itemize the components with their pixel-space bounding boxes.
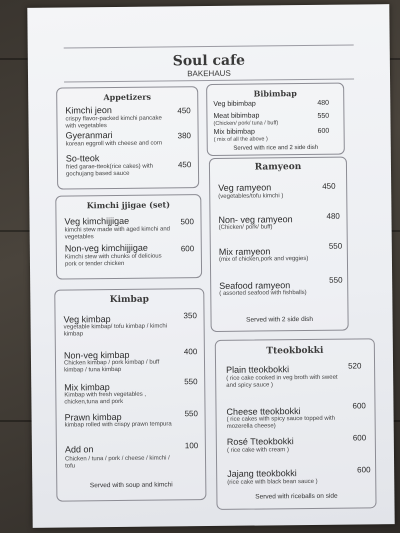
menu-item-desc: Chicken kimbap / pork kimbap / buff kimbap / tuna kimbap [63,359,160,374]
page-subtitle: BAKEHAUS [187,68,231,79]
menu-item-price: 600 [357,465,371,475]
menu-item-desc: korean eggroll with cheese and corn [65,140,163,148]
menu-item-name: Meat bibimbap [213,112,260,120]
tteokbokki-section [215,338,377,510]
menu-item-price: 450 [177,106,191,116]
menu-item-desc: vegetable kimbap/ tofu kimbap / kimchi kimbap [63,323,168,338]
menu-item-price: 480 [326,211,340,221]
menu-item-name: Seafood ramyeon [219,280,291,291]
menu-item-name: Add on [64,444,94,455]
tteokbokki-title: Tteokbokki [266,345,324,357]
menu-item-desc: Kimbap with fresh vegetables , chicken,tuna and pork [64,391,147,406]
menu-item-name: Prawn kimbap [64,411,122,423]
section-footer-note: Served with 2 side dish [246,315,314,324]
menu-item-price: 550 [328,241,343,251]
menu-item-desc: (vegetables/tofu kimchi ) [218,193,284,200]
menu-item-name: Gyeranmari [65,130,113,141]
menu-item-name: Non- veg ramyeon [218,214,293,225]
appetizers-title: Appetizers [103,91,152,103]
menu-item-price: 550 [184,409,198,419]
menu-item-price: 600 [317,127,330,135]
menu-item-name: Non-veg kimbap [63,349,130,361]
menu-item-desc: ( rice cake cooked in veg broth with sweet and spicy sauce ) [226,374,338,389]
menu-item-name: Veg ramyeon [218,182,272,193]
menu-item-desc: (mix of chicken,pork and veggies) [218,255,309,263]
menu-item-price: 480 [317,99,330,107]
menu-item-name: Jajang tteokbokki [227,468,297,479]
menu-item-desc: (Chicken/ pork/ buff) [218,224,273,231]
menu-item-name: Rosé Tteokbokki [226,436,294,447]
appetizers-section [56,86,199,189]
menu-item-desc: fried garae-tteok(rice cakes) with gochujang based sauce [65,163,154,178]
menu-item-desc: (Chicken/ pork/ tuna / buff) [213,120,279,127]
menu-item-name: Non-veg kimchijjigae [64,242,148,254]
menu-item-price: 550 [317,112,330,120]
page-title: Soul cafe [172,52,246,70]
menu-item-desc: ( rice cake with cream ) [226,447,289,454]
menu-item-price: 450 [177,160,192,170]
menu-item-name: Plain tteokbokki [226,364,290,375]
header-rule-bottom [64,78,354,82]
header-rule-top [64,44,354,48]
menu-item-price: 350 [183,311,197,321]
section-footer-note: Served with soup and kimchi [89,481,173,490]
menu-item-price: 600 [180,244,195,254]
section-footer-note: Served with rice and 2 side dish [233,144,319,152]
menu-item-name: Mix bibimbap [213,128,255,136]
kimchi-jjigae-title: Kimchi jjigae (set) [86,199,171,211]
menu-item-name: Cheese tteokbokki [226,406,301,417]
menu-item-price: 500 [180,217,194,227]
bibimbap-section [206,83,345,156]
menu-item-desc: Chicken / tuna / pork / cheese / kimchi / tofu [64,455,170,470]
menu-item-price: 100 [184,441,199,451]
menu-item-desc: ( rice cakes with spicy sauce topped with mozerella cheese) [226,415,336,430]
kimbap-section [54,288,206,502]
menu-item-desc: kimbap rolled with crispy prawn tempura [64,421,172,429]
menu-item-name: Veg kimbap [63,314,111,325]
menu-paper [27,4,394,528]
menu-item-price: 600 [352,401,366,411]
menu-item-desc: (rice cake with black bean sauce ) [227,478,318,486]
menu-item-name: Kimchi jeon [65,105,112,116]
menu-item-desc: ( assorted seafood with fishballs) [219,289,307,297]
section-footer-note: Served with riceballs on side [255,492,338,501]
menu-item-name: Veg bibimbap [213,100,256,108]
menu-item-price: 450 [322,181,336,191]
menu-item-price: 600 [352,433,367,443]
menu-item-name: Mix kimbap [64,382,110,393]
menu-item-price: 520 [348,361,362,371]
menu-item-desc: ( mix of all the above ) [213,136,268,143]
ramyeon-title: Ramyeon [254,162,302,173]
ramyeon-section [209,157,349,332]
menu-item-price: 550 [329,275,343,285]
menu-item-name: So-tteok [65,153,100,164]
menu-item-price: 550 [184,377,198,387]
kimchi-jjigae-section [55,194,202,280]
menu-item-name: Veg kimchijjigae [64,215,130,227]
menu-item-desc: kimchi stew made with aged kimchi and vegetables [64,226,171,241]
bibimbap-title: Bibimbap [253,88,297,99]
menu-item-price: 400 [183,347,198,357]
kimbap-title: Kimbap [109,294,149,306]
menu-item-name: Mix ramyeon [218,246,271,257]
menu-item-desc: Kimchi stew with chunks of delicious pork or tender chicken [64,253,162,268]
menu-item-desc: crispy flavor-packed kimchi pancake with vegetables [65,115,162,130]
menu-item-price: 380 [177,131,192,141]
